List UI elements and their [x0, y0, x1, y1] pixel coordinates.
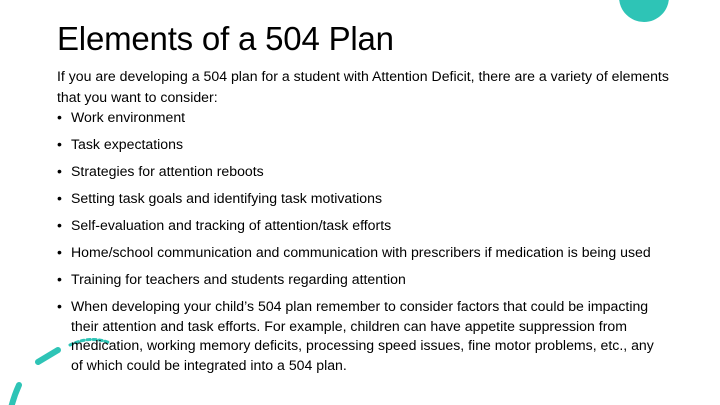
bullet-item: [57, 162, 665, 182]
bullet-dot-icon: •: [57, 271, 62, 287]
bullet-item: [57, 108, 665, 128]
bullet-list: [57, 108, 665, 383]
bullet-text: Training for teachers and students regarding attention: [71, 271, 406, 287]
intro-text: If you are developing a 504 plan for a student with Attention Deficit, there are a variety of elements that you want to consider:: [57, 68, 669, 105]
bullet-text: Home/school communication and communication with prescribers if medication is being used: [71, 244, 651, 260]
bullet-dot-icon: •: [57, 298, 62, 314]
bullet-text: Task expectations: [71, 136, 184, 152]
decorative-teal-stroke-corner: [11, 385, 19, 405]
bullet-item: [57, 216, 665, 236]
slide-title: Elements of a 504 Plan: [57, 20, 394, 57]
bullet-item: [57, 270, 665, 290]
bullet-dot-icon: •: [57, 163, 62, 179]
bullet-item: [57, 297, 665, 375]
bullet-text: Work environment: [71, 109, 186, 125]
bullet-text: Setting task goals and identifying task motivations: [71, 190, 383, 206]
bullet-dot-icon: •: [57, 217, 62, 233]
bullet-dot-icon: •: [57, 109, 62, 125]
bullet-item: [57, 135, 665, 155]
bullet-dot-icon: •: [57, 244, 62, 260]
decorative-teal-stroke-short: [38, 350, 58, 362]
bullet-item: [57, 189, 665, 209]
decorative-teal-circle: [619, 0, 669, 22]
bullet-item: [57, 243, 665, 263]
bullet-dot-icon: •: [57, 190, 62, 206]
bullet-text: Strategies for attention reboots: [71, 163, 264, 179]
bullet-text: When developing your child’s 504 plan remember to consider factors that could be impacting their attention and task efforts. For example, children can have appetite suppression from medication, working memory deficits, processing speed issues, fine motor problems, etc., any of which could be integrated into a 504 plan.: [71, 298, 654, 373]
bullet-dot-icon: •: [57, 136, 62, 152]
bullet-text: Self-evaluation and tracking of attention/task efforts: [71, 217, 392, 233]
